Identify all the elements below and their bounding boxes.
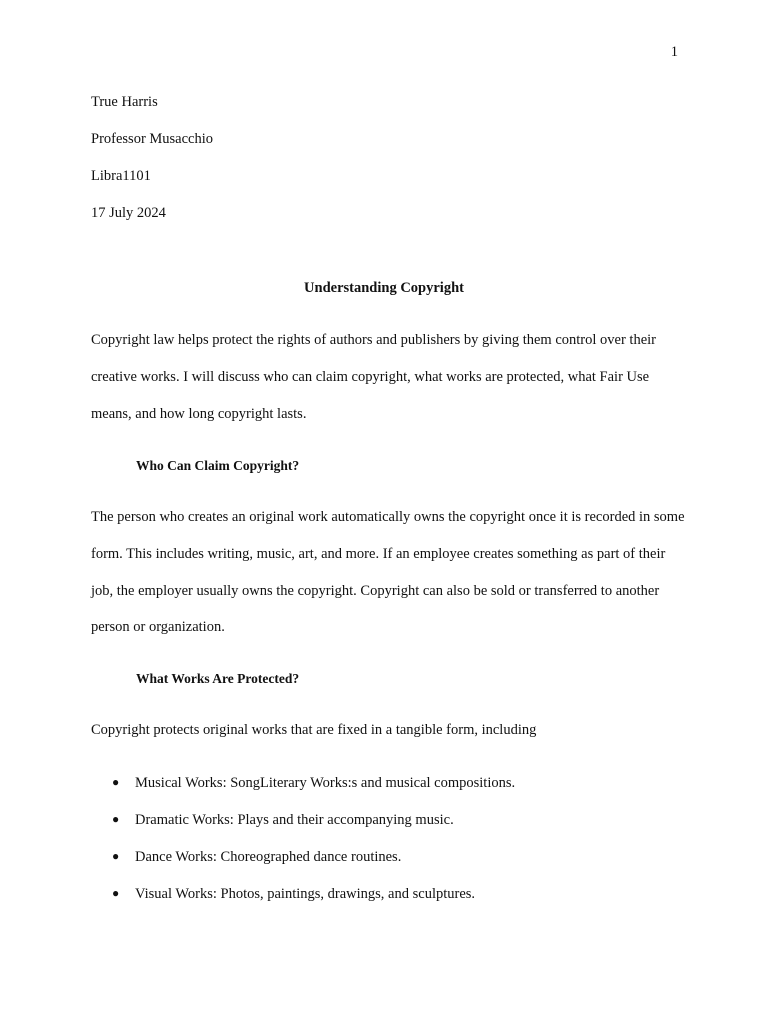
- professor-name: Professor Musacchio: [91, 131, 214, 147]
- bullet-icon: ●: [112, 812, 120, 826]
- list-item-text: Dance Works: Choreographed dance routines.: [135, 849, 402, 865]
- list-item-text: Musical Works: SongLiterary Works:s and musical compositions.: [135, 775, 516, 791]
- document-title: Understanding Copyright: [304, 280, 464, 296]
- list-item: [112, 886, 475, 903]
- list-item-text: Visual Works: Photos, paintings, drawings, and sculptures.: [135, 886, 476, 902]
- list-item: [112, 849, 401, 866]
- author-name: True Harris: [91, 94, 158, 110]
- intro-paragraph: Copyright law helps protect the rights of authors and publishers by giving them control over their creative works. I will discuss who can claim copyright, what works are protected, what Fair Use means, and how long copyright lasts.: [91, 332, 656, 422]
- bullet-icon: ●: [112, 775, 120, 789]
- course-name: Libra1101: [91, 168, 151, 184]
- list-item: [112, 812, 454, 829]
- section-paragraph-what-works: Copyright protects original works that are fixed in a tangible form, including: [91, 722, 537, 738]
- date: 17 July 2024: [91, 205, 166, 221]
- section-heading-what-works: What Works Are Protected?: [136, 671, 300, 686]
- section-heading-who-can-claim: Who Can Claim Copyright?: [136, 458, 300, 473]
- page-number: 1: [670, 44, 678, 60]
- section-paragraph-who-can-claim: The person who creates an original work automatically owns the copyright once it is recorded in some form. This includes writing, music, art, and more. If an employee creates something as part of their job, the employer usually owns the copyright. Copyright can also be sold or transferred to another person or organization.: [91, 509, 685, 636]
- list-item: [112, 775, 515, 792]
- list-item-text: Dramatic Works: Plays and their accompanying music.: [135, 812, 454, 828]
- bullet-icon: ●: [112, 886, 120, 900]
- bullet-icon: ●: [112, 849, 120, 863]
